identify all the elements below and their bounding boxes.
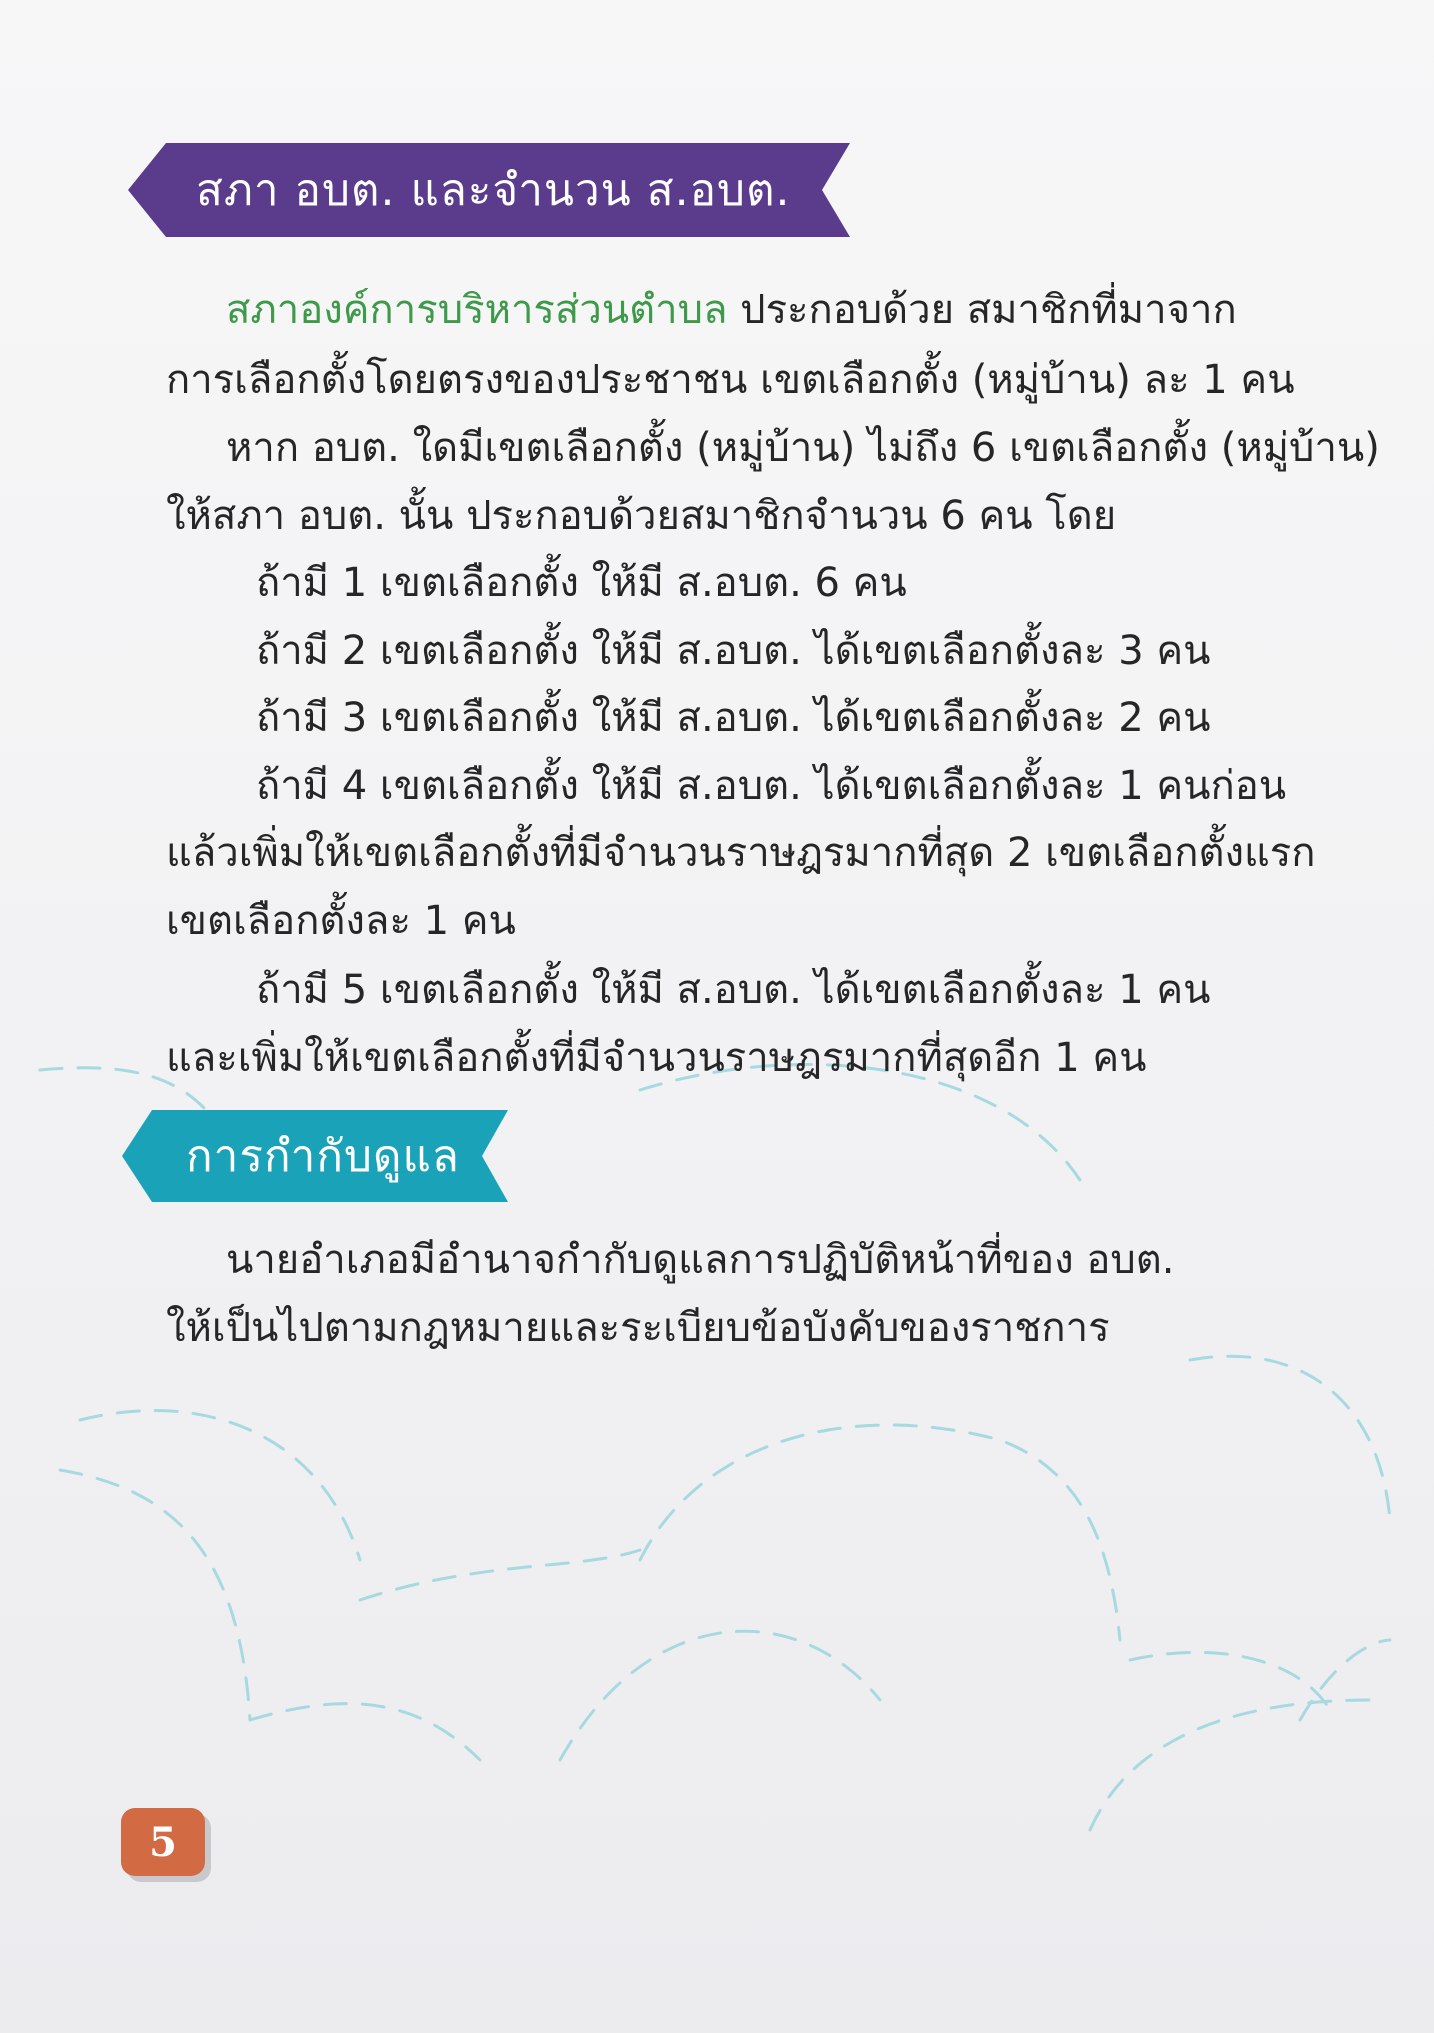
paragraph-line-3: หาก อบต. ใดมีเขตเลือกตั้ง (หมู่บ้าน) ไม่ถึง 6 เขตเลือกตั้ง (หมู่บ้าน) (226, 425, 1380, 471)
paragraph-line-1 (226, 280, 1237, 340)
section-title: การกำกับดูแล (186, 1131, 460, 1182)
text-run: ประกอบด้วย สมาชิกที่มาจาก (727, 287, 1237, 333)
list-item-4-continued-2: เขตเลือกตั้งละ 1 คน (166, 898, 516, 944)
list-item-4-continued: แล้วเพิ่มให้เขตเลือกตั้งที่มีจำนวนราษฎรมากที่สุด 2 เขตเลือกตั้งแรก (166, 830, 1316, 876)
paragraph-line: นายอำเภอมีอำนาจกำกับดูแลการปฏิบัติหน้าที่ของ อบต. (226, 1237, 1175, 1283)
section-header-sapa-obt (128, 143, 850, 237)
list-item-4: ถ้ามี 4 เขตเลือกตั้ง ให้มี ส.อบต. ได้เขตเลือกตั้งละ 1 คนก่อน (256, 763, 1287, 809)
list-item-5-continued: และเพิ่มให้เขตเลือกตั้งที่มีจำนวนราษฎรมากที่สุดอีก 1 คน (166, 1035, 1147, 1081)
paragraph-line-4: ให้สภา อบต. นั้น ประกอบด้วยสมาชิกจำนวน 6 คน โดย (166, 493, 1117, 539)
paragraph-line-2: การเลือกตั้งโดยตรงของประชาชน เขตเลือกตั้ง (หมู่บ้าน) ละ 1 คน (166, 357, 1295, 403)
section-header-supervision (122, 1110, 508, 1202)
section-title: สภา อบต. และจำนวน ส.อบต. (196, 165, 791, 216)
list-item-2: ถ้ามี 2 เขตเลือกตั้ง ให้มี ส.อบต. ได้เขตเลือกตั้งละ 3 คน (256, 628, 1211, 674)
page-number-badge: 5 (121, 1808, 205, 1876)
paragraph-line: ให้เป็นไปตามกฎหมายและระเบียบข้อบังคับของราชการ (166, 1305, 1110, 1351)
list-item-1: ถ้ามี 1 เขตเลือกตั้ง ให้มี ส.อบต. 6 คน (256, 560, 907, 606)
list-item-5: ถ้ามี 5 เขตเลือกตั้ง ให้มี ส.อบต. ได้เขตเลือกตั้งละ 1 คน (256, 967, 1211, 1013)
highlighted-term: สภาองค์การบริหารส่วนตำบล (226, 287, 728, 333)
list-item-3: ถ้ามี 3 เขตเลือกตั้ง ให้มี ส.อบต. ได้เขตเลือกตั้งละ 2 คน (256, 695, 1211, 741)
